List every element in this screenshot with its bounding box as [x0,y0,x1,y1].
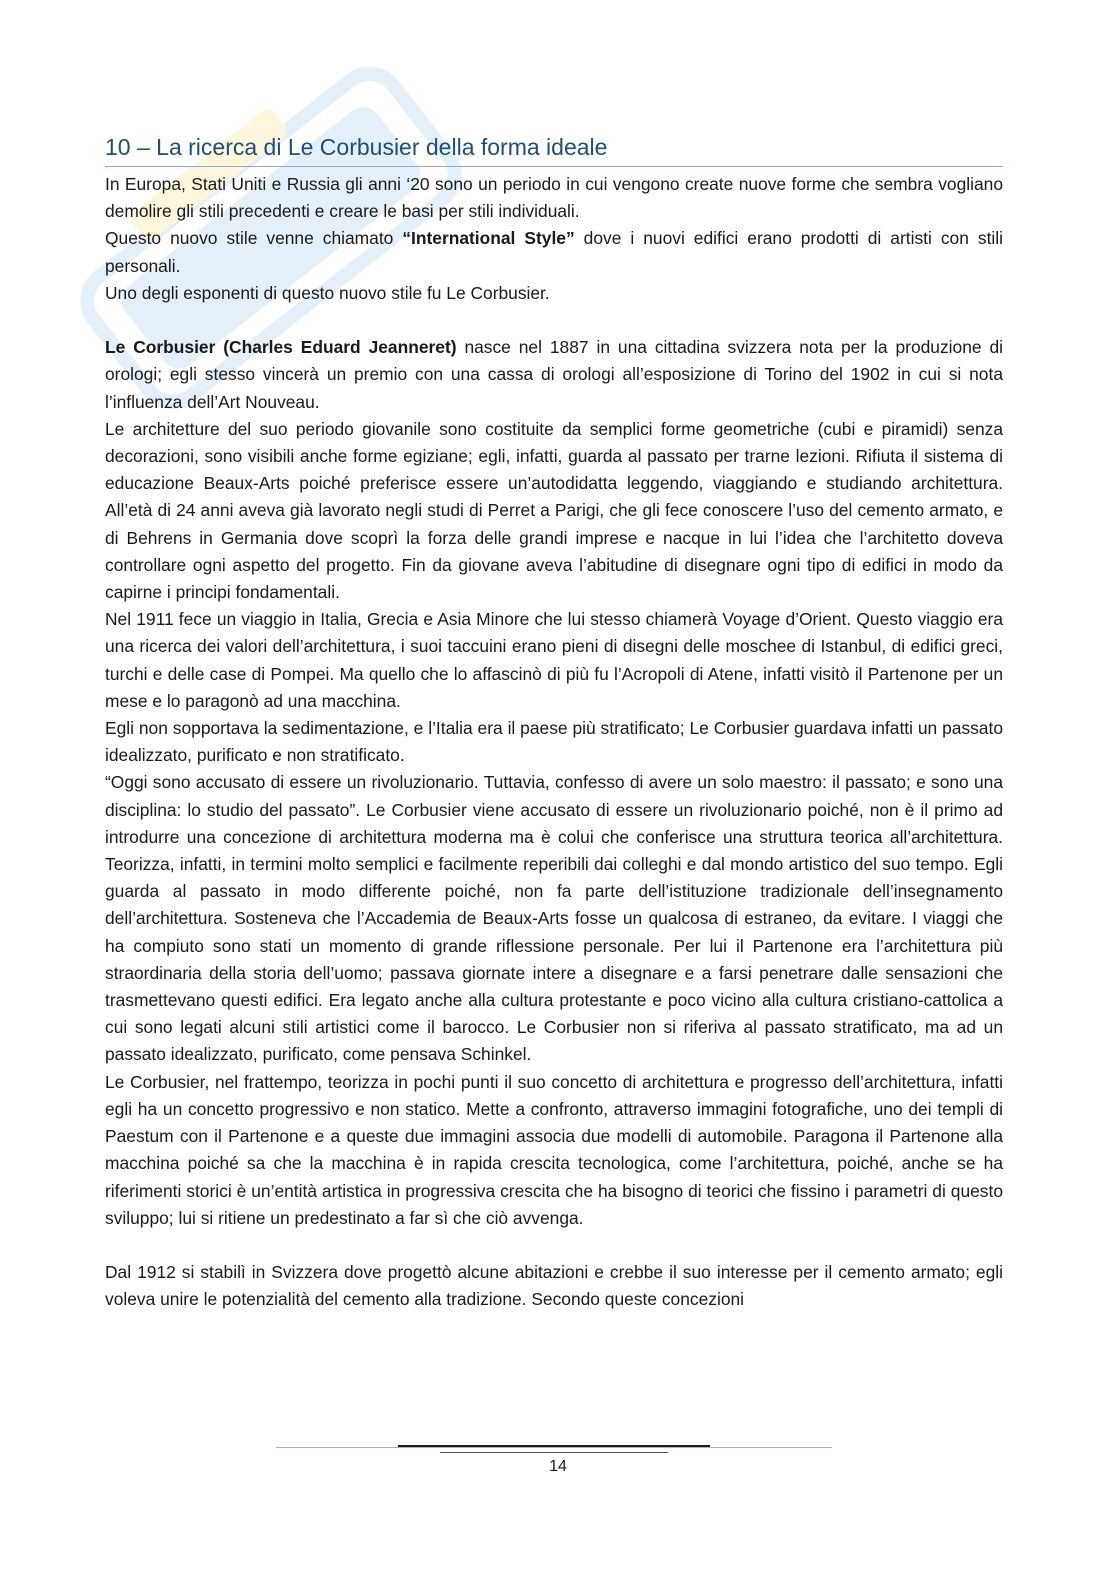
page-number: 14 [549,1458,567,1475]
paragraph: Egli non sopportava la sedimentazione, e l’Italia era il paese più stratificato; Le Corbusier guardava infatti un passato idealizzato, purificato e non stratificato. [105,718,1003,766]
document-body [105,171,1003,1314]
paragraph: Le Corbusier (Charles Eduard Jeanneret) nasce nel 1887 in una cittadina svizzera nota per la produzione di orologi; egli stesso vincerà un premio con una cassa di orologi all’esposizione di Torino del 1902 in cui si nota l’influenza dell’Art Nouveau. [105,337,1003,412]
document-page [105,130,1003,1314]
paragraph: Nel 1911 fece un viaggio in Italia, Grecia e Asia Minore che lui stesso chiamerà Voyage d’Orient. Questo viaggio era una ricerca dei valori dell’architettura, i suoi taccuini erano pieni di disegni delle moschee di Istanbul, di edifici greci, turchi e delle case di Pompei. Ma quello che lo affascinò di più fu l’Acropoli di Atene, infatti visitò il Partenone per un mese e lo paragonò ad una macchina. [105,609,1003,711]
footer-divider [398,1445,710,1447]
footer-divider [276,1447,832,1448]
section-heading: 10 – La ricerca di Le Corbusier della forma ideale [105,130,1003,167]
bold-term: Le Corbusier (Charles Eduard Jeanneret) [105,337,457,358]
paragraph: Le architetture del suo periodo giovanile sono costituite da semplici forme geometriche (cubi e piramidi) senza decorazioni, sono visibili anche forme egiziane; egli, infatti, guarda al passato per trarne lezioni. Rifiuta il sistema di educazione Beaux-Arts poiché preferisce essere un’autodidatta leggendo, viaggiando e studiando architettura. All’età di 24 anni aveva già lavorato negli studi di Perret a Parigi, che gli fece conoscere l’uso del cemento armato, e di Behrens in Germania dove scoprì la forza delle grandi imprese e nacque in lui l’idea che l’architetto doveva controllare ogni aspetto del progetto. Fin da giovane aveva l’abitudine di disegnare ogni tipo di edifici in modo da capirne i principi fondamentali. [105,418,1003,603]
paragraph: In Europa, Stati Uniti e Russia gli anni ‘20 sono un periodo in cui vengono create nuove forme che sembra vogliano demolire gli stili precedenti e creare le basi per stili individuali. [105,174,1003,222]
paragraph: Le Corbusier, nel frattempo, teorizza in pochi punti il suo concetto di architettura e progresso dell’architettura, infatti egli ha un concetto progressivo e non statico. Mette a confronto, attraverso immagini fotografiche, uno dei templi di Paestum con il Partenone e a queste due immagini associa due modelli di automobile. Paragona il Partenone alla macchina poiché sa che la macchina è in rapida crescita tecnologica, come l’architettura, poiché, anche se ha riferimenti storici è un’entità artistica in progressiva crescita che ha bisogno di teorici che fissino i parametri di questo sviluppo; lui si ritiene un predestinato a far sì che ciò avvenga. [105,1071,1003,1228]
paragraph: Questo nuovo stile venne chiamato “International Style” dove i nuovi edifici erano prodotti di artisti con stili personali. [105,228,1004,276]
paragraph: “Oggi sono accusato di essere un rivoluzionario. Tuttavia, confesso di avere un solo maestro: il passato; e sono una disciplina: lo studio del passato”. Le Corbusier viene accusato di essere un rivoluzionario poiché, non è il primo ad introdurre una concezione di architettura moderna ma è colui che conferisce una struttura teorica all’architettura. Teorizza, infatti, in termini molto semplici e facilmente reperibili dai colleghi e dal mondo artistico del suo tempo. Egli guarda al passato in modo differente poiché, non fa parte dell’istituzione tradizionale dell’insegnamento dell’architettura. Sosteneva che l’Accademia de Beaux-Arts fosse un qualcosa di estraneo, da evitare. I viaggi che ha compiuto sono stati un momento di grande riflessione personale. Per lui il Partenone era l’architettura più straordinaria della storia dell’uomo; passava giornate intere a disegnare e a farsi penetrare dalle sensazioni che trasmettevano questi edifici. Era legato anche alla cultura protestante e poco vicino alla cultura cristiano-cattolica a cui sono legati alcuni stili artistici come il barocco. Le Corbusier non si riferiva al passato stratificato, ma ad un passato idealizzato, purificato, come pensava Schinkel. [105,772,1003,1065]
bold-term: “International Style” [402,228,575,249]
footer-divider [440,1452,668,1453]
paragraph: Dal 1912 si stabilì in Svizzera dove progettò alcune abitazioni e crebbe il suo interesse per il cemento armato; egli voleva unire le potenzialità del cemento alla tradizione. Secondo queste concezioni [105,1262,1003,1310]
paragraph: Uno degli esponenti di questo nuovo stile fu Le Corbusier. [105,282,550,303]
